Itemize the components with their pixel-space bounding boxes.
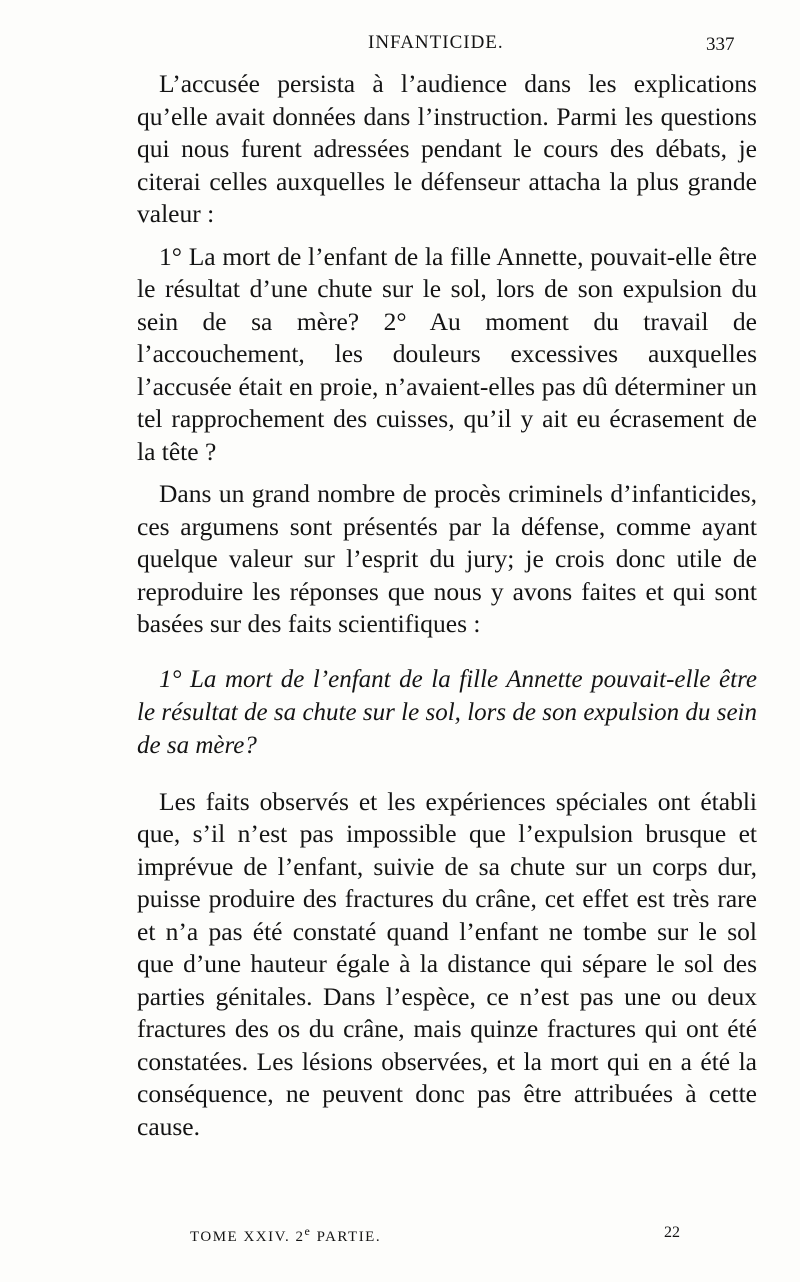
- signature-suffix: PARTIE.: [311, 1229, 382, 1245]
- signature-mark: [190, 1224, 381, 1246]
- signature-prefix: TOME XXIV. 2: [190, 1229, 305, 1245]
- question-heading: 1° La mort de l’enfant de la fille Annette pouvait-elle être le résultat de sa chute sur le sol, lors de son expulsion du sein de sa mère?: [137, 665, 757, 759]
- running-title: INFANTICIDE.: [368, 32, 504, 53]
- paragraph-4: Les faits observés et les expériences spéciales ont établi que, s’il n’est pas impossible que l’expulsion brusque et imprévue de l’enfant, suivie de sa chute sur un corps dur, puisse produire des fractures du crâne, cet effet est très rare et n’a pas été constaté quand l’enfant ne tombe sur le sol que d’une hauteur égale à la distance qui sépare le sol des parties génitales. Dans l’espèce, ce n’est pas une ou deux fractures des os du crâne, mais quinze fractures qui ont été constatées. Les lésions observées, et la mort qui en a été la conséquence, ne peuvent donc pas être attribuées à cette cause.: [137, 786, 757, 1141]
- sheet-number: 22: [664, 1224, 680, 1241]
- paragraph-3: Dans un grand nombre de procès criminels d’infanticides, ces argumens sont présentés par la défense, comme ayant quelque valeur sur l’esprit du jury; je crois donc utile de reproduire les réponses que nous y avons faites et qui sont basées sur des faits scientifiques :: [137, 479, 757, 638]
- page-footer: [0, 1224, 800, 1254]
- paragraph-2: 1° La mort de l’enfant de la fille Annette, pouvait-elle être le résultat d’une chute sur le sol, lors de son expulsion du sein de sa mère? 2° Au moment du travail de l’accouchement, les douleurs excessives auxquelles l’accusée était en proie, n’avaient-elles pas dû déterminer un tel rapprochement des cuisses, qu’il y ait eu écrasement de la tête ?: [137, 241, 757, 466]
- page-number: 337: [706, 34, 735, 55]
- running-head: [0, 32, 800, 62]
- body-text: [137, 68, 757, 1143]
- signature-sup: e: [304, 1224, 312, 1238]
- paragraph-1: L’accusée persista à l’audience dans les explications qu’elle avait données dans l’instruction. Parmi les questions qui nous furent adressées pendant le cours des débats, je citerai celles auxquelles le défenseur attacha la plus grande valeur :: [137, 69, 757, 228]
